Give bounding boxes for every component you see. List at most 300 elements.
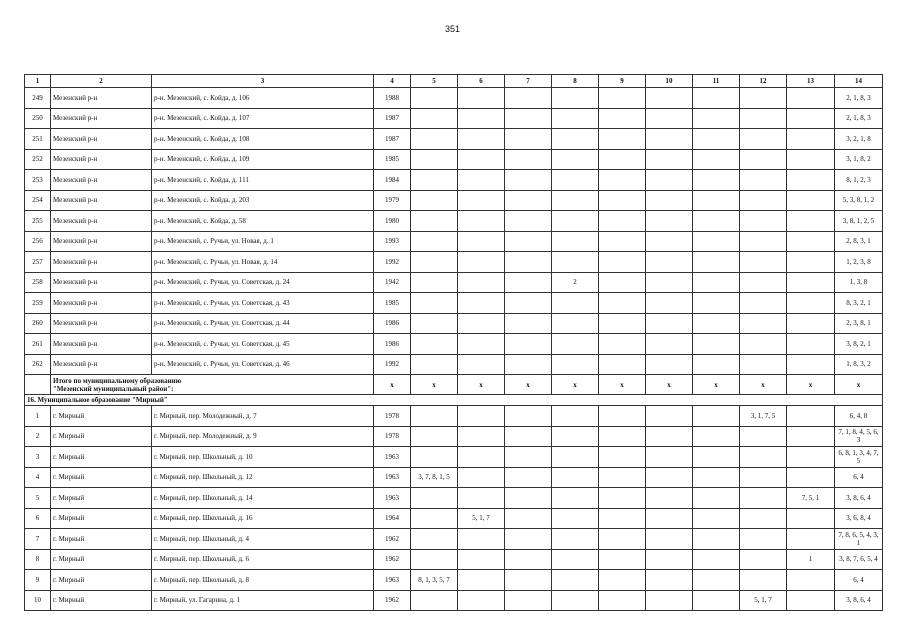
table-cell: 1988 [374,88,411,109]
table-cell: Мезенский р-н [51,252,152,273]
table-cell: 3, 8, 6, 4 [835,488,883,509]
table-cell [787,590,835,611]
table-row [25,354,883,375]
table-cell [693,149,740,170]
table-cell [411,272,458,293]
table-cell [599,334,646,355]
table-cell [599,149,646,170]
table-cell: г. Мирный, пер. Школьный, д. 14 [152,488,374,509]
table-cell: 3, 8, 2, 1 [835,334,883,355]
table-cell: Мезенский р-н [51,149,152,170]
table-cell: г. Мирный [51,467,152,488]
table-cell: 2 [552,272,599,293]
table-cell [740,334,787,355]
table-cell: 5, 1, 7 [740,590,787,611]
table-row [25,334,883,355]
column-number: 8 [552,75,599,88]
table-cell [505,293,552,314]
table-row [25,406,883,427]
table-cell [599,570,646,591]
table-cell [458,570,505,591]
table-cell [646,190,693,211]
table-cell: 3, 2, 1, 8 [835,129,883,150]
table-cell: 7, 5, 1 [787,488,835,509]
table-cell: Мезенский р-н [51,334,152,355]
table-cell [411,426,458,447]
table-cell: 1 [787,549,835,570]
total-mark: x [411,375,458,395]
table-cell [552,190,599,211]
table-cell [740,488,787,509]
table-cell [787,231,835,252]
table-cell [740,313,787,334]
table-cell: Мезенский р-н [51,170,152,191]
table-row [25,570,883,591]
table-cell [599,529,646,550]
table-cell [693,549,740,570]
table-cell: г. Мирный, пер. Школьный, д. 12 [152,467,374,488]
section-row [25,395,883,406]
table-cell [552,570,599,591]
table-cell [740,447,787,468]
table-cell: 1, 8, 3, 2 [835,354,883,375]
table-row [25,252,883,273]
table-row [25,590,883,611]
table-cell [693,252,740,273]
table-cell: 1993 [374,231,411,252]
total-mark: x [740,375,787,395]
table-cell [599,231,646,252]
table-cell: 6, 4, 8 [835,406,883,427]
table-cell [599,293,646,314]
column-number: 3 [152,75,374,88]
table-cell [505,570,552,591]
table-cell [787,447,835,468]
table-cell [411,211,458,232]
table-cell [552,549,599,570]
total-mark: x [599,375,646,395]
table-cell: 1963 [374,447,411,468]
table-cell: 6, 8, 1, 3, 4, 7, 5 [835,447,883,468]
table-row [25,426,883,447]
table-cell [740,293,787,314]
table-cell: 1962 [374,590,411,611]
table-cell [458,231,505,252]
table-cell [458,88,505,109]
table-cell [599,549,646,570]
table-cell [646,108,693,129]
table-cell [787,467,835,488]
table-cell [458,293,505,314]
table-cell [505,467,552,488]
table-cell [411,488,458,509]
table-cell [505,447,552,468]
table-cell: 8, 1, 2, 3 [835,170,883,191]
table-cell: р-н. Мезенский, с. Ручьи, ул. Советская, д. 45 [152,334,374,355]
table-cell: 10 [25,590,51,611]
table-cell: г. Мирный [51,549,152,570]
section-title: 16. Муниципальное образование "Мирный" [25,395,883,406]
table-cell [411,447,458,468]
table-cell [505,406,552,427]
table-cell [552,447,599,468]
table-cell [787,272,835,293]
table-cell [787,108,835,129]
table-cell [411,354,458,375]
table-cell [552,108,599,129]
table-cell: г. Мирный, пер. Школьный, д. 8 [152,570,374,591]
table-cell [787,149,835,170]
table-cell: г. Мирный [51,406,152,427]
table-cell [599,467,646,488]
table-cell: 260 [25,313,51,334]
table-cell [458,170,505,191]
table-cell [458,406,505,427]
table-cell: р-н. Мезенский, с. Ручьи, ул. Советская, д. 44 [152,313,374,334]
table-cell: 259 [25,293,51,314]
table-cell [787,129,835,150]
column-number: 4 [374,75,411,88]
total-mark: x [552,375,599,395]
table-cell [599,211,646,232]
table-cell: 1942 [374,272,411,293]
total-mark: x [458,375,505,395]
table-cell [552,211,599,232]
table-cell: 2, 1, 8, 3 [835,108,883,129]
table-cell [411,590,458,611]
table-row [25,149,883,170]
table-cell [646,467,693,488]
table-cell [505,252,552,273]
table-cell: 9 [25,570,51,591]
table-cell: р-н. Мезенский, с. Койда, д. 111 [152,170,374,191]
table-cell [552,590,599,611]
table-cell [787,170,835,191]
table-cell [693,211,740,232]
table-cell [693,272,740,293]
table-cell [552,467,599,488]
table-cell [505,129,552,150]
table-row [25,170,883,191]
table-cell: 255 [25,211,51,232]
table-cell: р-н. Мезенский, с. Ручьи, ул. Новая, д. 1 [152,231,374,252]
table-cell: 5, 3, 8, 1, 2 [835,190,883,211]
table-cell: 1, 3, 8 [835,272,883,293]
table-cell: г. Мирный [51,488,152,509]
table-cell [505,508,552,529]
table-cell: 1 [25,406,51,427]
table-cell [552,313,599,334]
table-cell: 3, 8, 6, 4 [835,590,883,611]
table-cell [599,508,646,529]
table-cell: г. Мирный [51,447,152,468]
table-cell [740,529,787,550]
table-cell [552,293,599,314]
table-cell [411,88,458,109]
total-label [51,375,374,395]
table-cell: 7, 1, 8, 4, 5, 6, 3 [835,426,883,447]
table-cell: г. Мирный, пер. Молодежный, д. 9 [152,426,374,447]
table-cell: 8, 1, 3, 5, 7 [411,570,458,591]
table-cell [411,508,458,529]
table-cell [646,334,693,355]
table-cell [411,252,458,273]
table-cell [693,529,740,550]
table-cell [646,590,693,611]
table-cell [552,252,599,273]
table-cell: 1963 [374,488,411,509]
table-cell: Мезенский р-н [51,313,152,334]
table-cell [411,549,458,570]
table-cell: 7 [25,529,51,550]
table-cell: 3, 1, 8, 2 [835,149,883,170]
table-cell [552,149,599,170]
table-cell: 4 [25,467,51,488]
table-cell: р-н. Мезенский, с. Ручьи, ул. Советская, д. 24 [152,272,374,293]
table-cell: г. Мирный, пер. Школьный, д. 6 [152,549,374,570]
table-cell: 5 [25,488,51,509]
table-cell [693,426,740,447]
table-cell [505,334,552,355]
table-cell [646,529,693,550]
table-cell [646,354,693,375]
table-cell: 1987 [374,129,411,150]
table-cell: 3, 8, 7, 6, 5, 4 [835,549,883,570]
table-cell: 1985 [374,149,411,170]
table-cell [646,272,693,293]
table-cell [505,272,552,293]
column-number: 7 [505,75,552,88]
table-cell: 249 [25,88,51,109]
table-cell: р-н. Мезенский, с. Койда, д. 109 [152,149,374,170]
table-cell [693,108,740,129]
table-cell [693,590,740,611]
table-cell [740,170,787,191]
table-row [25,549,883,570]
table-cell [693,508,740,529]
table-cell [458,149,505,170]
table-row [25,211,883,232]
table-cell: г. Мирный [51,570,152,591]
table-cell [646,549,693,570]
table-cell [646,488,693,509]
table-cell: Мезенский р-н [51,211,152,232]
table-cell: 8 [25,549,51,570]
table-cell [599,88,646,109]
table-cell [505,529,552,550]
table-cell: 258 [25,272,51,293]
table-cell [505,108,552,129]
table-cell: 257 [25,252,51,273]
table-cell [599,426,646,447]
table-cell [552,334,599,355]
table-cell [505,590,552,611]
table-cell [740,108,787,129]
table-cell [411,190,458,211]
table-cell: 2 [25,426,51,447]
column-number: 14 [835,75,883,88]
table-cell [646,508,693,529]
table-cell [599,447,646,468]
table-cell: 8, 3, 2, 1 [835,293,883,314]
table-cell: Мезенский р-н [51,293,152,314]
table-cell [646,406,693,427]
table-row [25,293,883,314]
table-cell [787,426,835,447]
table-cell: р-н. Мезенский, с. Койда, д. 58 [152,211,374,232]
table-cell: г. Мирный [51,508,152,529]
table-row [25,467,883,488]
table-cell [411,529,458,550]
table-cell [740,272,787,293]
table-cell [552,488,599,509]
table-cell [693,447,740,468]
table-cell: 6, 4 [835,570,883,591]
column-number: 12 [740,75,787,88]
table-cell [787,354,835,375]
table-cell [458,426,505,447]
table-cell: 1980 [374,211,411,232]
table-cell: Мезенский р-н [51,88,152,109]
table-cell: 1979 [374,190,411,211]
table-cell [646,88,693,109]
table-cell [787,190,835,211]
total-mark: x [693,375,740,395]
table-cell [458,108,505,129]
housing-table [24,74,883,611]
table-cell [787,508,835,529]
table-cell [740,252,787,273]
table-cell [505,149,552,170]
table-cell: р-н. Мезенский, с. Ручьи, ул. Новая, д. 14 [152,252,374,273]
table-cell [552,354,599,375]
table-cell: г. Мирный, пер. Школьный, д. 16 [152,508,374,529]
table-cell: 251 [25,129,51,150]
table-cell: Мезенский р-н [51,108,152,129]
column-number: 2 [51,75,152,88]
column-number: 1 [25,75,51,88]
table-cell: 262 [25,354,51,375]
table-cell: 1964 [374,508,411,529]
column-number: 10 [646,75,693,88]
table-cell [458,549,505,570]
table-cell [646,231,693,252]
table-cell: р-н. Мезенский, с. Койда, д. 107 [152,108,374,129]
table-cell: Мезенский р-н [51,231,152,252]
table-cell [411,406,458,427]
table-cell: 252 [25,149,51,170]
table-cell: р-н. Мезенский, с. Койда, д. 106 [152,88,374,109]
table-cell [646,252,693,273]
table-cell: 1992 [374,354,411,375]
table-cell [693,190,740,211]
table-cell [693,488,740,509]
table-cell: Мезенский р-н [51,190,152,211]
table-cell [599,313,646,334]
table-cell [740,549,787,570]
total-row [25,375,883,395]
table-cell [599,272,646,293]
table-cell [740,467,787,488]
table-cell: г. Мирный [51,529,152,550]
table-cell [740,426,787,447]
table-cell [411,313,458,334]
table-cell [458,272,505,293]
table-cell [740,88,787,109]
table-cell [505,354,552,375]
table-cell [599,354,646,375]
table-row [25,231,883,252]
table-cell: 1962 [374,529,411,550]
table-cell [599,108,646,129]
table-cell: 1987 [374,108,411,129]
table-cell: г. Мирный, пер. Школьный, д. 4 [152,529,374,550]
table-cell: г. Мирный [51,590,152,611]
table-row [25,508,883,529]
table-cell [787,334,835,355]
table-cell: 1963 [374,570,411,591]
table-cell: 254 [25,190,51,211]
table-cell: 3 [25,447,51,468]
table-cell [787,570,835,591]
table-cell [552,231,599,252]
table-cell: 5, 1, 7 [458,508,505,529]
table-cell: 3, 8, 1, 2, 5 [835,211,883,232]
table-cell [505,211,552,232]
table-cell: р-н. Мезенский, с. Койда, д. 203 [152,190,374,211]
table-cell [646,293,693,314]
table-cell: 6 [25,508,51,529]
column-number: 13 [787,75,835,88]
table-cell: г. Мирный [51,426,152,447]
table-cell [646,313,693,334]
table-cell [505,170,552,191]
table-cell [693,467,740,488]
table-cell [552,426,599,447]
table-cell [787,88,835,109]
table-cell: 1978 [374,406,411,427]
table-row [25,108,883,129]
table-cell [787,406,835,427]
table-cell: 2, 3, 8, 1 [835,313,883,334]
table-cell [411,293,458,314]
table-cell [646,211,693,232]
table-cell [599,488,646,509]
table-cell [787,293,835,314]
table-cell [552,529,599,550]
table-cell [740,190,787,211]
table-cell [646,570,693,591]
table-cell: Мезенский р-н [51,129,152,150]
table-cell [411,129,458,150]
table-cell: 1986 [374,334,411,355]
table-cell [552,508,599,529]
column-number-row [25,75,883,88]
page-number: 351 [444,24,461,34]
table-cell: 7, 8, 6, 5, 4, 3, 1 [835,529,883,550]
table-cell [646,447,693,468]
table-cell: Мезенский р-н [51,354,152,375]
table-cell [740,508,787,529]
table-cell [599,129,646,150]
table-cell [599,590,646,611]
table-cell [787,529,835,550]
table-cell: 256 [25,231,51,252]
table-cell [740,570,787,591]
total-mark: x [374,375,411,395]
table-cell [693,354,740,375]
table-cell: 1978 [374,426,411,447]
